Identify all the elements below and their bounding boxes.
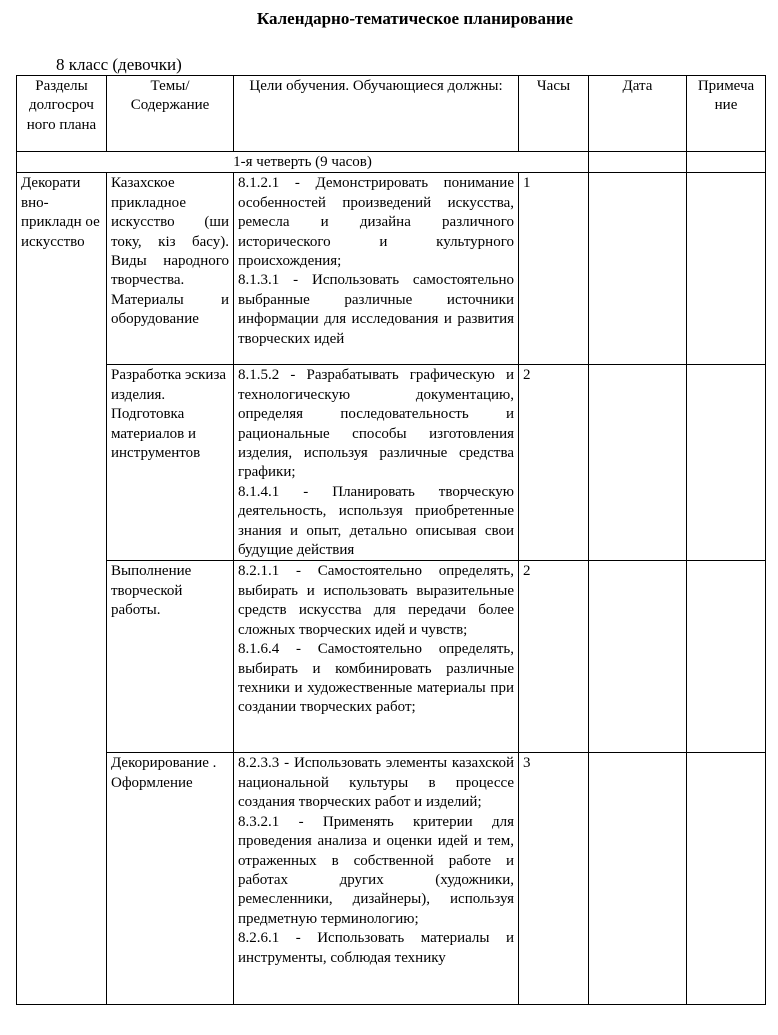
topic-cell: Декорирование . Оформление bbox=[107, 753, 234, 1005]
header-section: Разделы долгосроч ного плана bbox=[17, 76, 107, 152]
goals-cell bbox=[234, 365, 519, 561]
date-cell bbox=[589, 173, 687, 365]
topic-cell: Казахское прикладное искусство (ши току, кiз басу). Виды народного творчества. Материалы и оборудование bbox=[107, 173, 234, 365]
note-cell bbox=[687, 753, 766, 1005]
header-date: Дата bbox=[589, 76, 687, 152]
quarter-label: 1-я четверть (9 часов) bbox=[17, 152, 589, 173]
goal-item: 8.2.1.1 - Самостоятельно определять, выбирать и использовать выразительные средств искусства для передачи более сложных творческих идей и чувств; bbox=[238, 563, 514, 638]
goal-item: 8.1.5.2 - Разрабатывать графическую и технологическую документацию, определяя последовательность и рациональные способы изготовления изделия, используя различные средства графики; bbox=[238, 367, 514, 481]
header-goals: Цели обучения. Обучающиеся должны: bbox=[234, 76, 519, 152]
goals-cell bbox=[234, 173, 519, 365]
quarter-row bbox=[17, 152, 766, 173]
table-row bbox=[17, 173, 766, 365]
plan-table bbox=[16, 75, 766, 1005]
goals-cell bbox=[234, 753, 519, 1005]
header-topics: Темы/ Содержание bbox=[107, 76, 234, 152]
table-header-row bbox=[17, 76, 766, 152]
page-title: Календарно-тематическое планирование bbox=[256, 9, 574, 28]
date-cell bbox=[589, 753, 687, 1005]
date-cell bbox=[589, 365, 687, 561]
hours-cell: 1 bbox=[519, 173, 589, 365]
note-cell bbox=[687, 365, 766, 561]
table-row bbox=[17, 561, 766, 753]
goal-item: 8.3.2.1 - Применять критерии для проведения анализа и оценки идей и тем, отраженных в собственной работе и работах других (художники, ремесленники, дизайнеры), используя предметную терминологию; bbox=[238, 813, 514, 927]
quarter-note-cell bbox=[687, 152, 766, 173]
topic-cell: Разработка эскиза изделия. Подготовка материалов и инструментов bbox=[107, 365, 234, 561]
goal-item: 8.1.2.1 - Демонстрировать понимание особенностей произведений искусства, ремесла и дизайна различного исторического и культурного происхождения; bbox=[238, 175, 514, 270]
goal-item: 8.1.6.4 - Самостоятельно определять, выбирать и комбинировать различные техники и художественные материалы при создании творческих работ; bbox=[238, 641, 514, 716]
table-row bbox=[17, 365, 766, 561]
goal-item: 8.1.3.1 - Использовать самостоятельно выбранные различные источники информации для исследования и развития творческих идей bbox=[238, 272, 514, 347]
grade-label: 8 класс (девочки) bbox=[56, 55, 182, 74]
note-cell bbox=[687, 561, 766, 753]
hours-cell: 2 bbox=[519, 365, 589, 561]
quarter-date-cell bbox=[589, 152, 687, 173]
goal-item: 8.1.4.1 - Планировать творческую деятельность, используя приобретенные знания и опыт, детально описывая свои будущие действия bbox=[238, 483, 514, 559]
header-hours: Часы bbox=[519, 76, 589, 152]
goal-item: 8.2.6.1 - Использовать материалы и инструменты, соблюдая технику bbox=[238, 930, 514, 966]
hours-cell: 2 bbox=[519, 561, 589, 753]
header-note: Примеча ние bbox=[687, 76, 766, 152]
note-cell bbox=[687, 173, 766, 365]
goals-cell bbox=[234, 561, 519, 753]
topic-cell: Выполнение творческой работы. bbox=[107, 561, 234, 753]
goal-item: 8.2.3.3 - Использовать элементы казахской национальной культуры в процессе создания творческих работ и изделий; bbox=[238, 755, 514, 811]
date-cell bbox=[589, 561, 687, 753]
table-row bbox=[17, 753, 766, 1005]
section-cell: Декорати вно-прикладн ое искусство bbox=[17, 173, 107, 1005]
hours-cell: 3 bbox=[519, 753, 589, 1005]
